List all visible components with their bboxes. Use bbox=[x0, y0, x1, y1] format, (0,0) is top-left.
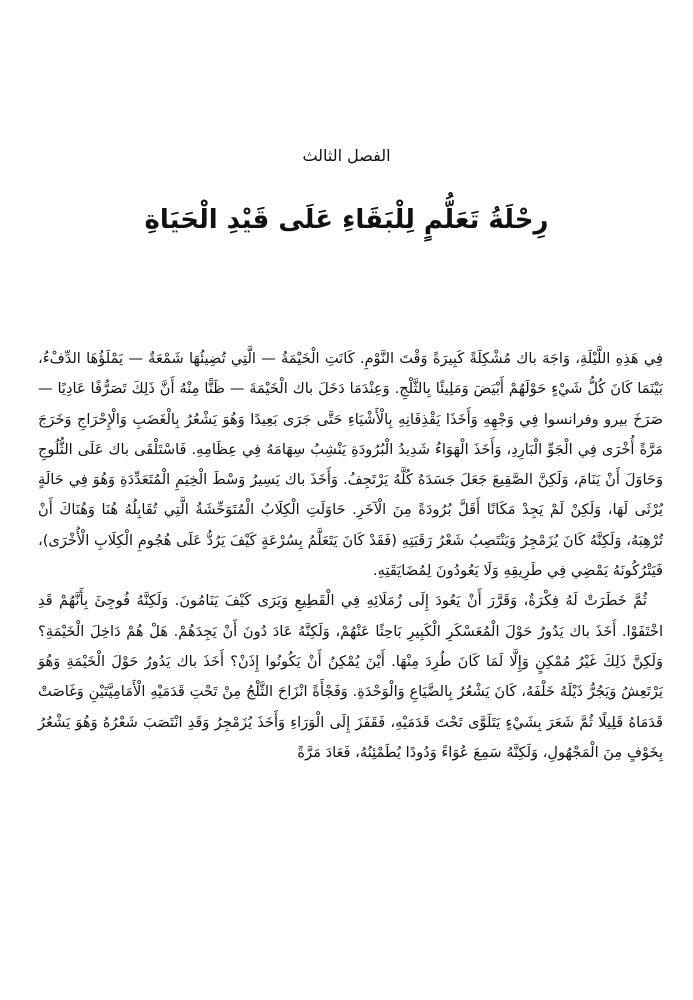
chapter-number-label: الفصل الثالث bbox=[302, 146, 391, 165]
chapter-body bbox=[38, 344, 663, 768]
paragraph: فِي هَذِهِ اللَّيْلَةِ، وَاجَهَ باك مُشْكِلَةً كَبِيرَةً وَقْتَ النَّوْمِ. كَانَتِ الْخَيْمَةُ — الَّتِي تُضِيئُهَا شَمْعَةٌ — يَمْلَؤُهَا الدِّفْءُ، بَيْنَمَا كَانَ كُلُّ شَيْءٍ حَوْلَهُمْ أَبْيَضَ وَمَلِيئًا بِالثَّلْجِ. وَعِنْدَمَا دَخَلَ باك الْخَيْمَةَ — ظَنًّا مِنْهُ أَنَّ ذَلِكَ تَصَرُّفًا عَادِيًا — صَرَخَ بيرو وفرانسوا فِي وَجْهِهِ وَأَخَذَا يَقْذِفَانِهِ بِالْأَشْيَاءِ حَتَّى جَرَى بَعِيدًا وَهُوَ يَشْعُرُ بِالْغَضَبِ وَالْإِحْرَاجِ وَخَرَجَ مَرَّةً أُخْرَى فِي الْجَوِّ الْبَارِدِ، وَأَخَذَ الْهَوَاءُ شَدِيدُ الْبُرُودَةِ يَنْشِبُ سِهَامَهُ فِي عِظَامِهِ. فَاسْتَلْقَى باك عَلَى الثُّلُوجِ وَحَاوَلَ أَنْ يَنَامَ، وَلَكِنَّ الصَّقِيعَ جَعَلَ جَسَدَهُ كُلَّهُ يَرْتَجِفُ. وَأَخَذَ باك يَسِيرُ وَسْطَ الْخِيَمِ الْمُتَعَدِّدَةِ وَهُوَ فِي حَالَةٍ يُرْثَى لَهَا، وَلَكِنْ لَمْ يَجِدْ مَكَانًا أَقَلَّ بُرُودَةً مِنَ الْآخَرِ. حَاوَلَتِ الْكِلَابُ الْمُتَوَحِّشَةُ الَّتِي تُقَابِلُهُ هُنَا وَهُنَاكَ أَنْ تُرْهِبَهُ، وَلَكِنَّهُ كَانَ يُزَمْجِرُ وَيَنْتَصِبُ شَعْرُ رَقَبَتِهِ (فَقَدْ كَانَ يَتَعَلَّمُ بِسُرْعَةٍ كَيْفَ يَرُدُّ عَلَى هُجُومِ الْكِلَابِ الْأُخْرَى)، فَيَتْرُكُونَهُ يَمْضِي فِي طَرِيقِهِ وَلَا يَعُودُونَ لِمُضَايَقَتِهِ. bbox=[38, 350, 663, 580]
paragraph: ثُمَّ خَطَرَتْ لَهُ فِكْرَةٌ، وَقَرَّرَ أَنْ يَعُودَ إِلَى زُمَلَائِهِ فِي الْقَطِيعِ وَيَرَى كَيْفَ يَنَامُونَ. وَلَكِنَّهُ فُوجِئَ بِأَنَّهُمْ قَدِ اخْتَفَوْا. أَخَذَ باك يَدُورُ حَوْلَ الْمُعَسْكَرِ الْكَبِيرِ بَاحِثًا عَنْهُمْ، وَلَكِنَّهُ عَادَ دُونَ أَنْ يَجِدَهُمْ. هَلْ هُمْ دَاخِلَ الْخَيْمَةِ؟ وَلَكِنَّ ذَلِكَ غَيْرُ مُمْكِنٍ وَإِلَّا لَمَا كَانَ طُرِدَ مِنْهَا. أَيْنَ يُمْكِنُ أَنْ يَكُونُوا إِذَنْ؟ أَخَذَ باك يَدُورُ حَوْلَ الْخَيْمَةِ وَهُوَ يَرْتَعِشُ وَيَجُرُّ ذَيْلَهُ خَلْفَهُ، كَانَ يَشْعُرُ بِالضَّيَاعِ وَالْوَحْدَةِ. وَفَجْأَةً انْزَاحَ الثَّلْجُ مِنْ تَحْتِ قَدَمَيْهِ الْأَمَامِيَّتَيْنِ وَغَاصَتْ قَدَمَاهُ قَلِيلًا ثُمَّ شَعَرَ بِشَيْءٍ يَتَلَوَّى تَحْتَ قَدَمَيْهِ، فَقَفَزَ إِلَى الْوَرَاءِ وَأَخَذَ يُزَمْجِرُ وَقَدِ انْتَصَبَ شَعْرُهُ وَهُوَ يَشْعُرُ بِخَوْفٍ مِنَ الْمَجْهُولِ، وَلَكِنَّهُ سَمِعَ عُوَاءً وَدُودًا يُطَمْئِنُهُ، فَعَادَ مَرَّةً bbox=[38, 592, 663, 761]
chapter-title: رِحْلَةُ تَعَلُّمٍ لِلْبَقَاءِ عَلَى قَيْدِ الْحَيَاةِ bbox=[144, 205, 549, 235]
